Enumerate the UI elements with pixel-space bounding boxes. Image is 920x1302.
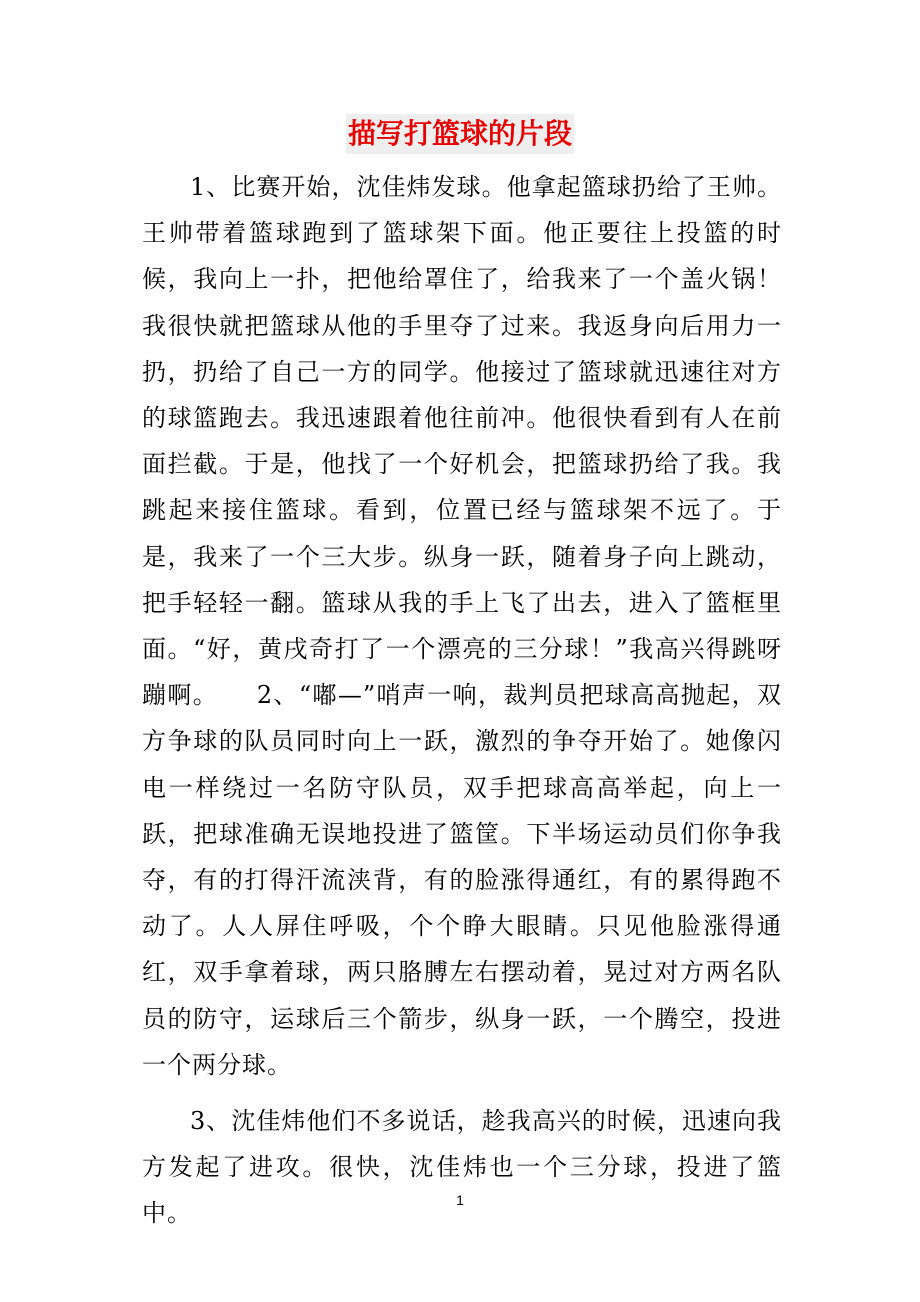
title-container: [0, 114, 920, 154]
paragraph-2: 3、沈佳炜他们不多说话，趁我高兴的时候，迅速向我方发起了进攻。很快，沈佳炜也一个三分球，投进了篮中。: [142, 1107, 782, 1228]
paragraph-1: 1、比赛开始，沈佳炜发球。他拿起篮球扔给了王帅。王帅带着篮球跑到了篮球架下面。他正要往上投篮的时候，我向上一扑，把他给罩住了，给我来了一个盖火锅！我很快就把篮球从他的手里夺了过来。我返身向后用力一扔，扔给了自己一方的同学。他接过了篮球就迅速往对方的球篮跑去。我迅速跟着他往前冲。他很快看到有人在前面拦截。于是，他找了一个好机会，把篮球扔给了我。我跳起来接住篮球。看到，位置已经与篮球架不远了。于是，我来了一个三大步。纵身一跃，随着身子向上跳动，把手轻轻一翻。篮球从我的手上飞了出去，进入了篮框里面。“好，黄戌奇打了一个漂亮的三分球！”我高兴得跳呀蹦啊。 2、“嘟—”哨声一响，裁判员把球高高抛起，双方争球的队员同时向上一跃，激烈的争夺开始了。她像闪电一样绕过一名防守队员，双手把球高高举起，向上一跃，把球准确无误地投进了篮筐。下半场运动员们你争我夺，有的打得汗流浃背，有的脸涨得通红，有的累得跑不动了。人人屏住呼吸，个个睁大眼睛。只见他脸涨得通红，双手拿着球，两只胳膊左右摆动着，晃过对方两名队员的防守，运球后三个箭步，纵身一跃，一个腾空，投进一个两分球。: [142, 173, 782, 1079]
document-title: 描写打篮球的片段: [346, 114, 574, 154]
document-body: [142, 164, 782, 1237]
page-number: 1: [456, 1192, 464, 1208]
